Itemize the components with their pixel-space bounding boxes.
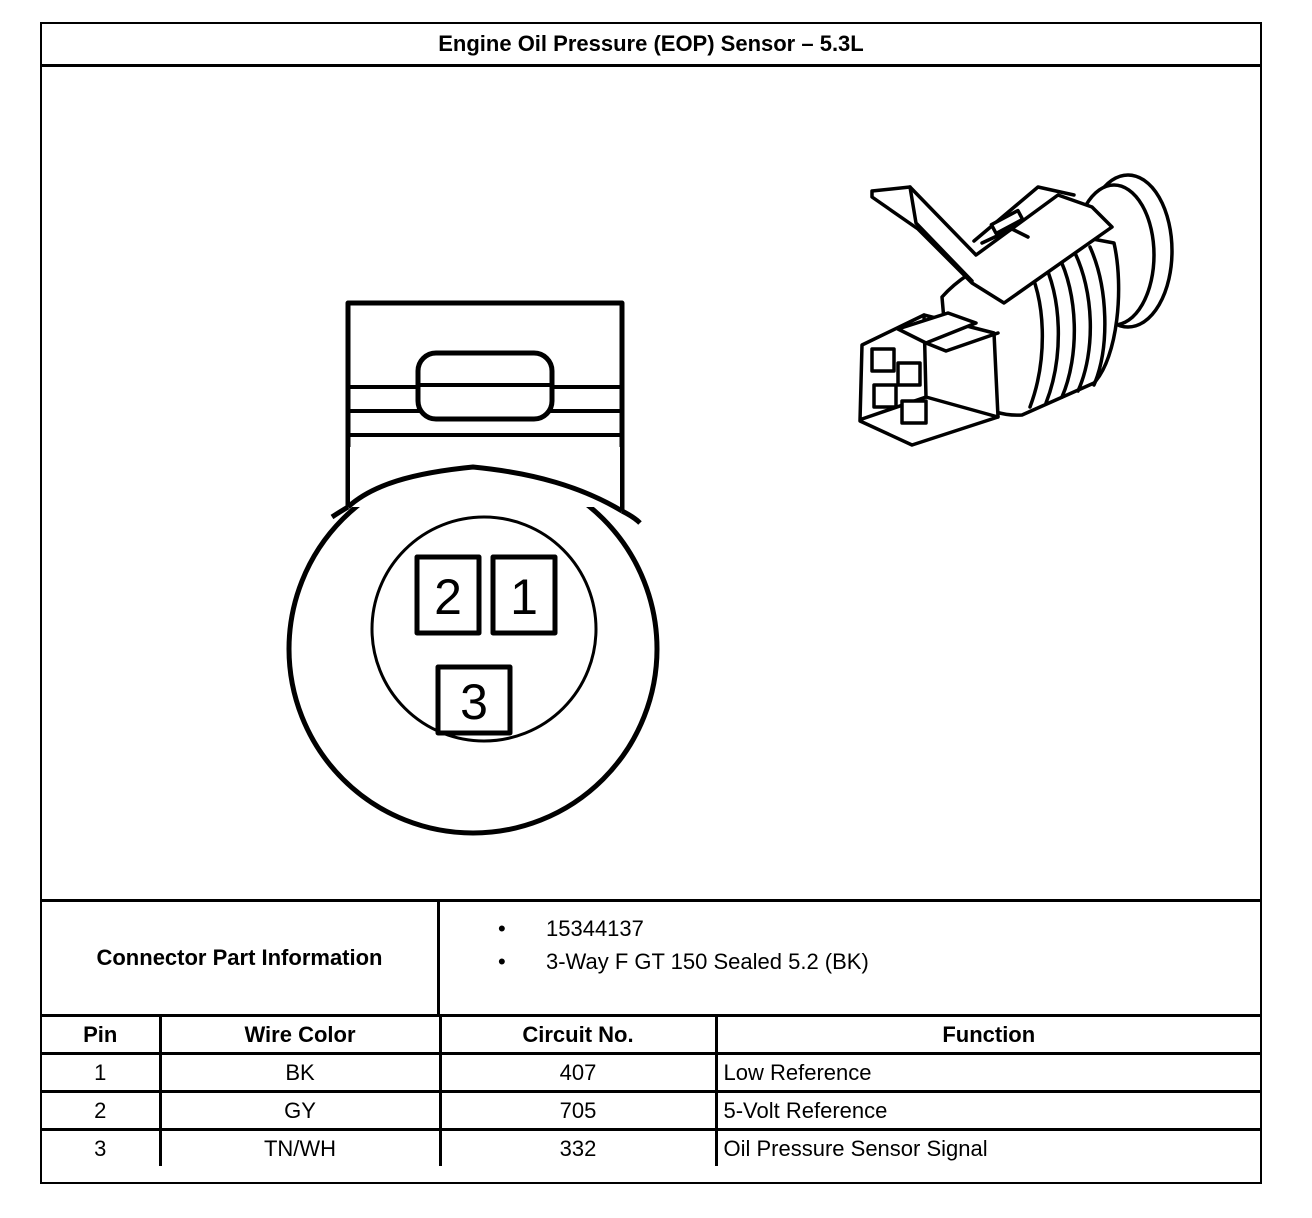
table-row [42,1130,1260,1167]
connector-sheet [40,22,1262,1184]
circuit-no-cell: 332 [440,1130,716,1167]
bullet-icon: • [498,949,506,974]
pin-label-1: 1 [510,569,538,625]
function-cell: Oil Pressure Sensor Signal [716,1130,1260,1167]
list-item [440,945,1260,978]
connector-part-info-row [42,899,1260,1017]
connector-description: 3-Way F GT 150 Sealed 5.2 (BK) [546,949,869,974]
wire-color-cell: TN/WH [160,1130,440,1167]
pin-label-2: 2 [434,569,462,625]
table-row [42,1092,1260,1130]
connector-part-info-label: Connector Part Information [42,902,440,1014]
connector-face-view-icon [289,303,657,833]
table-row [42,1054,1260,1092]
connector-isometric-view-icon [860,175,1172,445]
column-header-circuit-no: Circuit No. [440,1017,716,1054]
connector-diagram [42,67,1260,899]
sheet-title: Engine Oil Pressure (EOP) Sensor – 5.3L [42,24,1260,67]
diagram-area [42,67,1260,899]
column-header-function: Function [716,1017,1260,1054]
column-header-pin: Pin [42,1017,160,1054]
connector-part-info-list [440,902,1260,1024]
pin-label-3: 3 [460,674,488,730]
pin-cell: 1 [42,1054,160,1092]
circuit-no-cell: 407 [440,1054,716,1092]
function-cell: Low Reference [716,1054,1260,1092]
function-cell: 5-Volt Reference [716,1092,1260,1130]
pin-table [42,1017,1260,1166]
pin-cell: 3 [42,1130,160,1167]
list-item [440,912,1260,945]
part-number: 15344137 [546,916,644,941]
bullet-icon: • [498,916,506,941]
table-header-row [42,1017,1260,1054]
column-header-wire-color: Wire Color [160,1017,440,1054]
pin-cell: 2 [42,1092,160,1130]
circuit-no-cell: 705 [440,1092,716,1130]
wire-color-cell: GY [160,1092,440,1130]
wire-color-cell: BK [160,1054,440,1092]
